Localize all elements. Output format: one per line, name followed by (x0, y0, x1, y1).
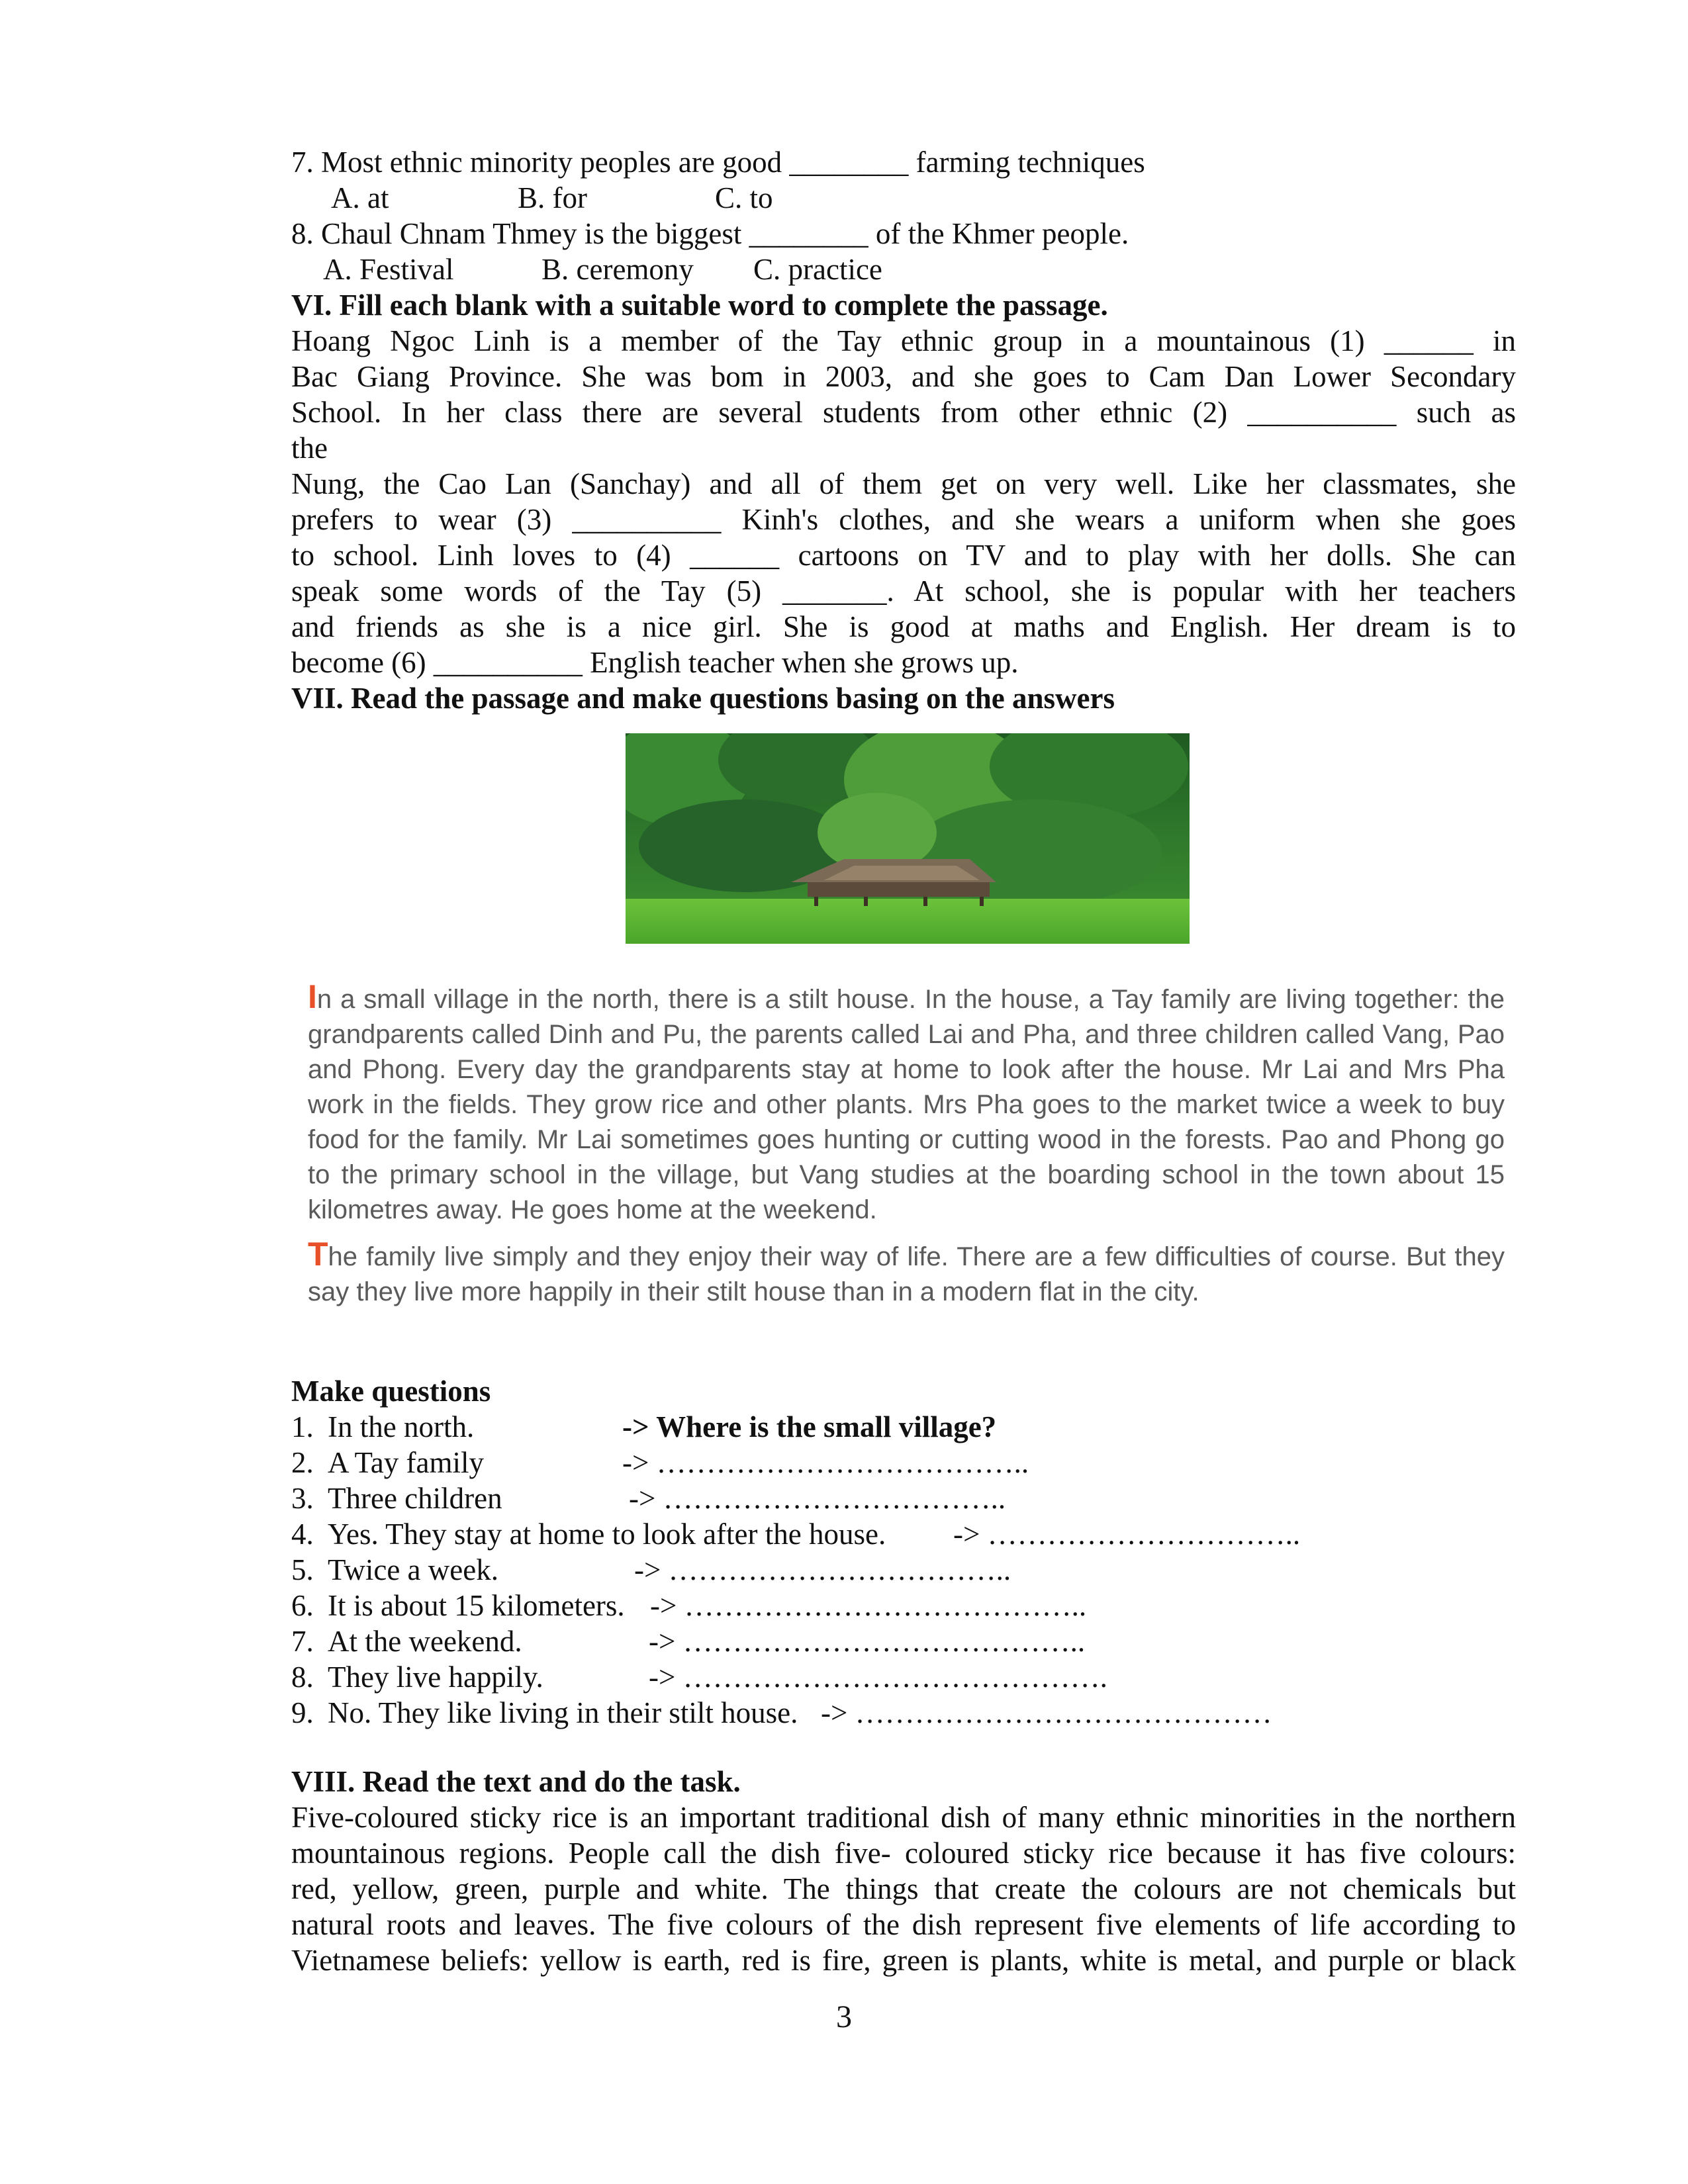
question-row: 5. Twice a week. -> …………………………….. (291, 1553, 1011, 1586)
passage-line: Hoang Ngoc Linh is a member of the Tay ethnic group in a mountainous (1) ______ in (291, 324, 1516, 357)
q7-option-b: B. for (518, 181, 587, 214)
section-6-heading: VI. Fill each blank with a suitable word to complete the passage. (291, 289, 1108, 322)
reading-paragraph-2: The family live simply and they enjoy their way of life. There are a few difficulties of course. But they say they live more happily in their stilt house than in a modern flat in the city. (308, 1236, 1505, 1306)
passage-line: Bac Giang Province. She was bom in 2003, and she goes to Cam Dan Lower Secondary (291, 360, 1516, 393)
q7-options (291, 180, 1516, 216)
question-row: 3. Three children -> …………………………….. (291, 1482, 1006, 1515)
make-questions (291, 1373, 1516, 1731)
section-8-line: mountainous regions. People call the dish five- coloured sticky rice because it has five colours: (291, 1837, 1516, 1870)
section-8-heading: VIII. Read the text and do the task. (291, 1765, 741, 1798)
passage-line: speak some words of the Tay (5) _______. At school, she is popular with her teachers (291, 574, 1516, 608)
q8-stem: 8. Chaul Chnam Thmey is the biggest ________ of the Khmer people. (291, 217, 1129, 250)
q7-option-c: C. to (715, 181, 773, 214)
question-row: 4. Yes. They stay at home to look after the house. -> ………………………….. (291, 1518, 1301, 1551)
question-row: 8. They live happily. -> ……………………………………. (291, 1661, 1107, 1694)
question-row: 2. A Tay family -> ……………………………….. (291, 1446, 1029, 1479)
section-8-line: Vietnamese beliefs: yellow is earth, red is fire, green is plants, white is metal, and purple or black (291, 1944, 1516, 1977)
drop-cap: I (308, 978, 317, 1015)
question-row: 6. It is about 15 kilometers. -> ………………………………….. (291, 1589, 1087, 1622)
worksheet-body (291, 144, 1516, 716)
reading-paragraph-1: In a small village in the north, there is a stilt house. In the house, a Tay family are living together: the grandparents called Dinh and Pu, the parents called Lai and Pha, and three children called Vang, Pao and Phong. Every day the grandparents stay at home to look after the house. Mr Lai and Mrs Pha work in the fields. They grow rice and other plants. Mrs Pha goes to the market twice a week to buy food for the family. Mr Lai sometimes goes hunting or cutting wood in the forests. Pao and Phong go to the primary school in the village, but Vang studies at the boarding school in the town about 15 kilometres away. He goes home at the weekend. (308, 978, 1505, 1224)
q7-option-a: A. at (331, 181, 389, 214)
passage-line: become (6) __________ English teacher when she grows up. (291, 646, 1019, 679)
page-number: 3 (836, 1999, 852, 2034)
passage-line: School. In her class there are several students from other ethnic (2) __________ such as (291, 396, 1516, 429)
section-7-heading: VII. Read the passage and make questions basing on the answers (291, 682, 1115, 715)
stilt-house-photo (626, 733, 1190, 944)
q8-option-c: C. practice (753, 253, 882, 286)
reading-passage (308, 979, 1505, 1310)
question-row: 7. At the weekend. -> ………………………………….. (291, 1625, 1086, 1658)
question-row: 9. No. They like living in their stilt house. -> …………………………………… (291, 1696, 1272, 1729)
q8-option-b: B. ceremony (541, 253, 694, 286)
passage-line: to school. Linh loves to (4) ______ cartoons on TV and to play with her dolls. She can (291, 539, 1516, 572)
passage-line: prefers to wear (3) __________ Kinh's clothes, and she wears a uniform when she goes (291, 503, 1516, 536)
passage-line: Nung, the Cao Lan (Sanchay) and all of them get on very well. Like her classmates, she (291, 467, 1516, 500)
section-8-line: natural roots and leaves. The five colours of the dish represent five elements of life according to (291, 1908, 1516, 1941)
section-8-line: red, yellow, green, purple and white. The things that create the colours are not chemicals but (291, 1872, 1516, 1905)
passage-line: and friends as she is a nice girl. She is good at maths and English. Her dream is to (291, 610, 1516, 643)
q8-option-a: A. Festival (323, 253, 454, 286)
question-row: 1. In the north. -> Where is the small village? (291, 1410, 997, 1443)
section-8-line: Five-coloured sticky rice is an important traditional dish of many ethnic minorities in the northern (291, 1801, 1516, 1834)
passage-line: the (291, 432, 328, 465)
q8-options (291, 251, 1516, 287)
make-questions-heading: Make questions (291, 1375, 491, 1408)
q7-stem: 7. Most ethnic minority peoples are good ________ farming techniques (291, 146, 1145, 179)
section-8 (291, 1764, 1516, 1978)
drop-cap: T (308, 1236, 328, 1273)
